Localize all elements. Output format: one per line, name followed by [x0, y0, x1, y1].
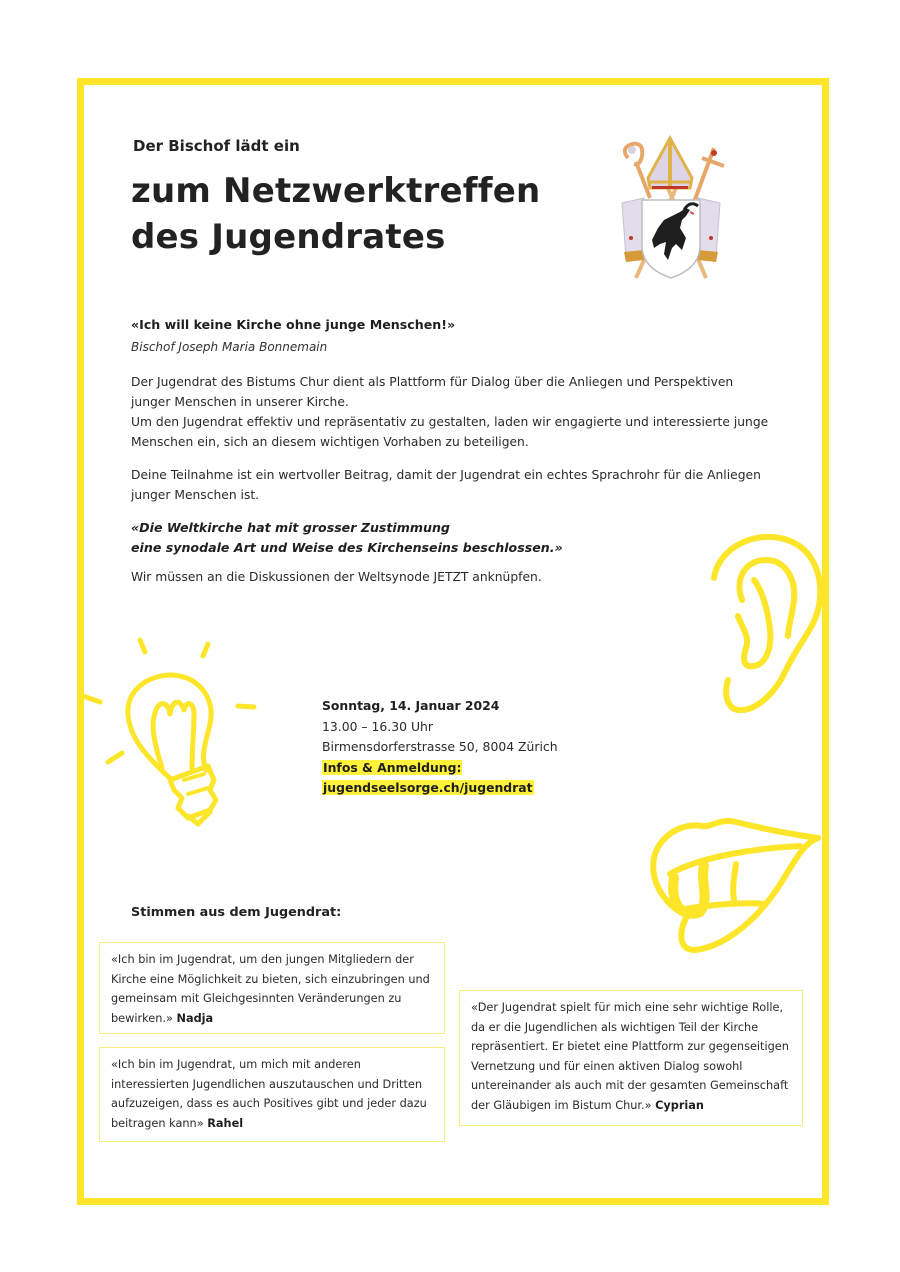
testimonial-line: der Gläubigen im Bistum Chur.» [471, 1098, 652, 1112]
ear-icon [700, 520, 825, 720]
mouth-icon [640, 800, 820, 960]
testimonial-line: «Ich bin im Jugendrat, um mich mit anderen [111, 1058, 361, 1071]
paragraph-line: Um den Jugendrat effektiv und repräsentativ zu gestalten, laden wir engagierte und interessierte junge [131, 415, 769, 429]
event-address: Birmensdorferstrasse 50, 8004 Zürich [322, 739, 558, 754]
intro-paragraph-3: Wir müssen an die Diskussionen der Weltsynode JETZT anknüpfen. [131, 570, 542, 584]
bishop-quote-author: Bischof Joseph Maria Bonnemain [131, 340, 328, 354]
testimonial-author: Cyprian [655, 1098, 704, 1112]
registration-link[interactable]: jugendseelsorge.ch/jugendrat [323, 780, 533, 795]
paragraph-line: Der Jugendrat des Bistums Chur dient als Plattform für Dialog über die Anliegen und Perspektiven [131, 375, 734, 389]
testimonial-nadja [99, 942, 445, 1034]
testimonial-line: Kirche eine Möglichkeit zu bieten, sich einzubringen und [111, 972, 430, 986]
testimonial-line: «Ich bin im Jugendrat, um den jungen Mitgliedern der [111, 953, 414, 966]
paragraph-line: Menschen ein, sich an diesem wichtigen Vorhaben zu beteiligen. [131, 435, 529, 449]
testimonial-line: da er die Jugendlichen als wichtigen Teil der Kirche [471, 1020, 759, 1034]
voices-heading: Stimmen aus dem Jugendrat: [131, 905, 342, 920]
testimonial-cyprian [459, 990, 803, 1126]
title-line-2: des Jugendrates [131, 217, 446, 257]
synod-quote [131, 518, 563, 558]
testimonial-line: beitragen kann» [111, 1116, 204, 1130]
testimonial-author: Nadja [176, 1011, 214, 1025]
paragraph-line: Deine Teilnahme ist ein wertvoller Beitrag, damit der Jugendrat ein echtes Sprachrohr für die Anliegen [131, 468, 761, 482]
testimonial-rahel [99, 1047, 445, 1142]
paragraph-line: junger Menschen in unserer Kirche. [131, 395, 349, 409]
synod-quote-line: eine synodale Art und Weise des Kirchenseins beschlossen.» [131, 540, 563, 555]
testimonial-line: aufzuzeigen, dass es auch Positives gibt und jeder dazu [111, 1097, 427, 1110]
testimonial-line: gemeinsam mit Gleichgesinnten Veränderungen zu [111, 992, 402, 1005]
testimonial-line: untereinander als auch mit der gesamten Gemeinschaft [471, 1079, 789, 1092]
paragraph-line: junger Menschen ist. [131, 488, 260, 502]
event-date: Sonntag, 14. Januar 2024 [322, 698, 500, 713]
title-line-1: zum Netzwerktreffen [131, 171, 541, 211]
testimonial-line: bewirken.» [111, 1011, 173, 1025]
info-registration-label: Infos & Anmeldung: [323, 759, 462, 775]
testimonial-line: interessierten Jugendlichen auszutauschen und Dritten [111, 1077, 423, 1091]
testimonial-line: Vernetzung und für einen aktiven Dialog sowohl [471, 1059, 743, 1073]
testimonial-author: Rahel [207, 1116, 244, 1130]
page-title [131, 168, 540, 260]
testimonial-line: «Der Jugendrat spielt für mich eine sehr wichtige Rolle, [471, 1001, 784, 1014]
bishop-coat-of-arms-icon [606, 128, 736, 283]
intro-paragraph-2 [131, 465, 781, 505]
eyebrow-text: Der Bischof lädt ein [133, 137, 300, 155]
lightbulb-icon [80, 620, 280, 830]
testimonial-line: repräsentiert. Er bietet eine Plattform zur gegenseitigen [471, 1040, 789, 1053]
bishop-quote: «Ich will keine Kirche ohne junge Menschen!» [131, 317, 456, 332]
synod-quote-line: «Die Weltkirche hat mit grosser Zustimmung [131, 520, 450, 535]
event-time: 13.00 – 16.30 Uhr [322, 718, 433, 734]
intro-paragraph-1 [131, 372, 781, 452]
event-details [322, 696, 558, 799]
